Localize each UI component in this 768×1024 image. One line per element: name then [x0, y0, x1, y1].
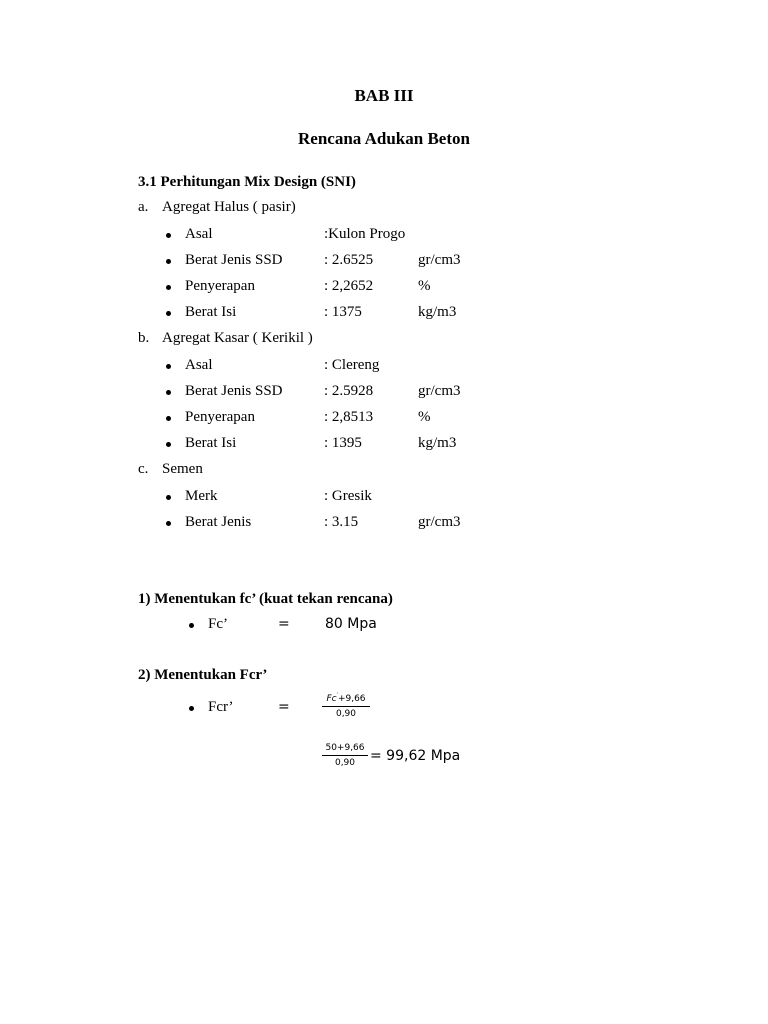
item-unit: kg/m3	[418, 304, 457, 320]
group-marker: a.	[138, 199, 149, 215]
fraction-denominator: 0,90	[335, 709, 357, 719]
bullet-icon	[166, 364, 171, 369]
bullet-icon	[166, 416, 171, 421]
fc-value: 80 Mpa	[325, 616, 377, 632]
section-heading: 3.1 Perhitungan Mix Design (SNI)	[138, 174, 356, 190]
item-label: Berat Isi	[185, 435, 237, 451]
fcr-equals: =	[278, 699, 290, 715]
item-value: : 2.5928	[324, 383, 374, 399]
item-unit: gr/cm3	[418, 383, 461, 399]
fc-equals: =	[278, 616, 290, 632]
group-marker: c.	[138, 461, 149, 477]
calc-numerator: 50+9,66	[325, 743, 365, 753]
step1-heading: 1) Menentukan fc’ (kuat tekan rencana)	[138, 591, 393, 607]
item-label: Berat Isi	[185, 304, 237, 320]
group-title: Agregat Halus ( pasir)	[162, 199, 296, 215]
fc-variable: Fc	[326, 694, 337, 704]
item-value: :Kulon Progo	[324, 226, 406, 242]
bullet-icon	[166, 285, 171, 290]
item-label: Berat Jenis SSD	[185, 252, 283, 268]
fcr-calc-fraction	[322, 743, 368, 768]
item-unit: gr/cm3	[418, 252, 461, 268]
item-unit: kg/m3	[418, 435, 457, 451]
item-unit: %	[418, 409, 431, 425]
item-label: Penyerapan	[185, 409, 255, 425]
item-value: : 1375	[324, 304, 362, 320]
item-value: : 1395	[324, 435, 362, 451]
item-label: Penyerapan	[185, 278, 255, 294]
fcr-label: Fcr’	[208, 699, 234, 715]
bullet-icon	[189, 706, 194, 711]
bullet-icon	[189, 623, 194, 628]
group-title: Agregat Kasar ( Kerikil )	[162, 330, 313, 346]
item-value: : Gresik	[324, 488, 372, 504]
fc-label: Fc’	[208, 616, 228, 632]
item-label: Merk	[185, 488, 218, 504]
bullet-icon	[166, 259, 171, 264]
bullet-icon	[166, 495, 171, 500]
calc-denominator: 0,90	[334, 758, 356, 768]
item-value: : 2,8513	[324, 409, 374, 425]
item-label: Asal	[185, 226, 213, 242]
group-marker: b.	[138, 330, 150, 346]
fcr-result: = 99,62 Mpa	[370, 748, 461, 764]
item-value: : 2,2652	[324, 278, 374, 294]
item-value: : Clereng	[324, 357, 380, 373]
fraction-numerator-rest: +9,66	[337, 694, 366, 704]
step2-heading: 2) Menentukan Fcr’	[138, 667, 268, 683]
bullet-icon	[166, 442, 171, 447]
item-label: Berat Jenis SSD	[185, 383, 283, 399]
bullet-icon	[166, 390, 171, 395]
item-unit: %	[418, 278, 431, 294]
bullet-icon	[166, 311, 171, 316]
item-value: : 3.15	[324, 514, 359, 530]
item-value: : 2.6525	[324, 252, 374, 268]
chapter-heading: BAB III	[354, 86, 414, 105]
bullet-icon	[166, 233, 171, 238]
item-label: Berat Jenis	[185, 514, 252, 530]
fcr-formula-fraction: Fc′+9,66 0,90	[322, 692, 370, 719]
bullet-icon	[166, 521, 171, 526]
item-label: Asal	[185, 357, 213, 373]
item-unit: gr/cm3	[418, 514, 461, 530]
group-title: Semen	[162, 461, 203, 477]
page-title: Rencana Adukan Beton	[298, 129, 470, 148]
